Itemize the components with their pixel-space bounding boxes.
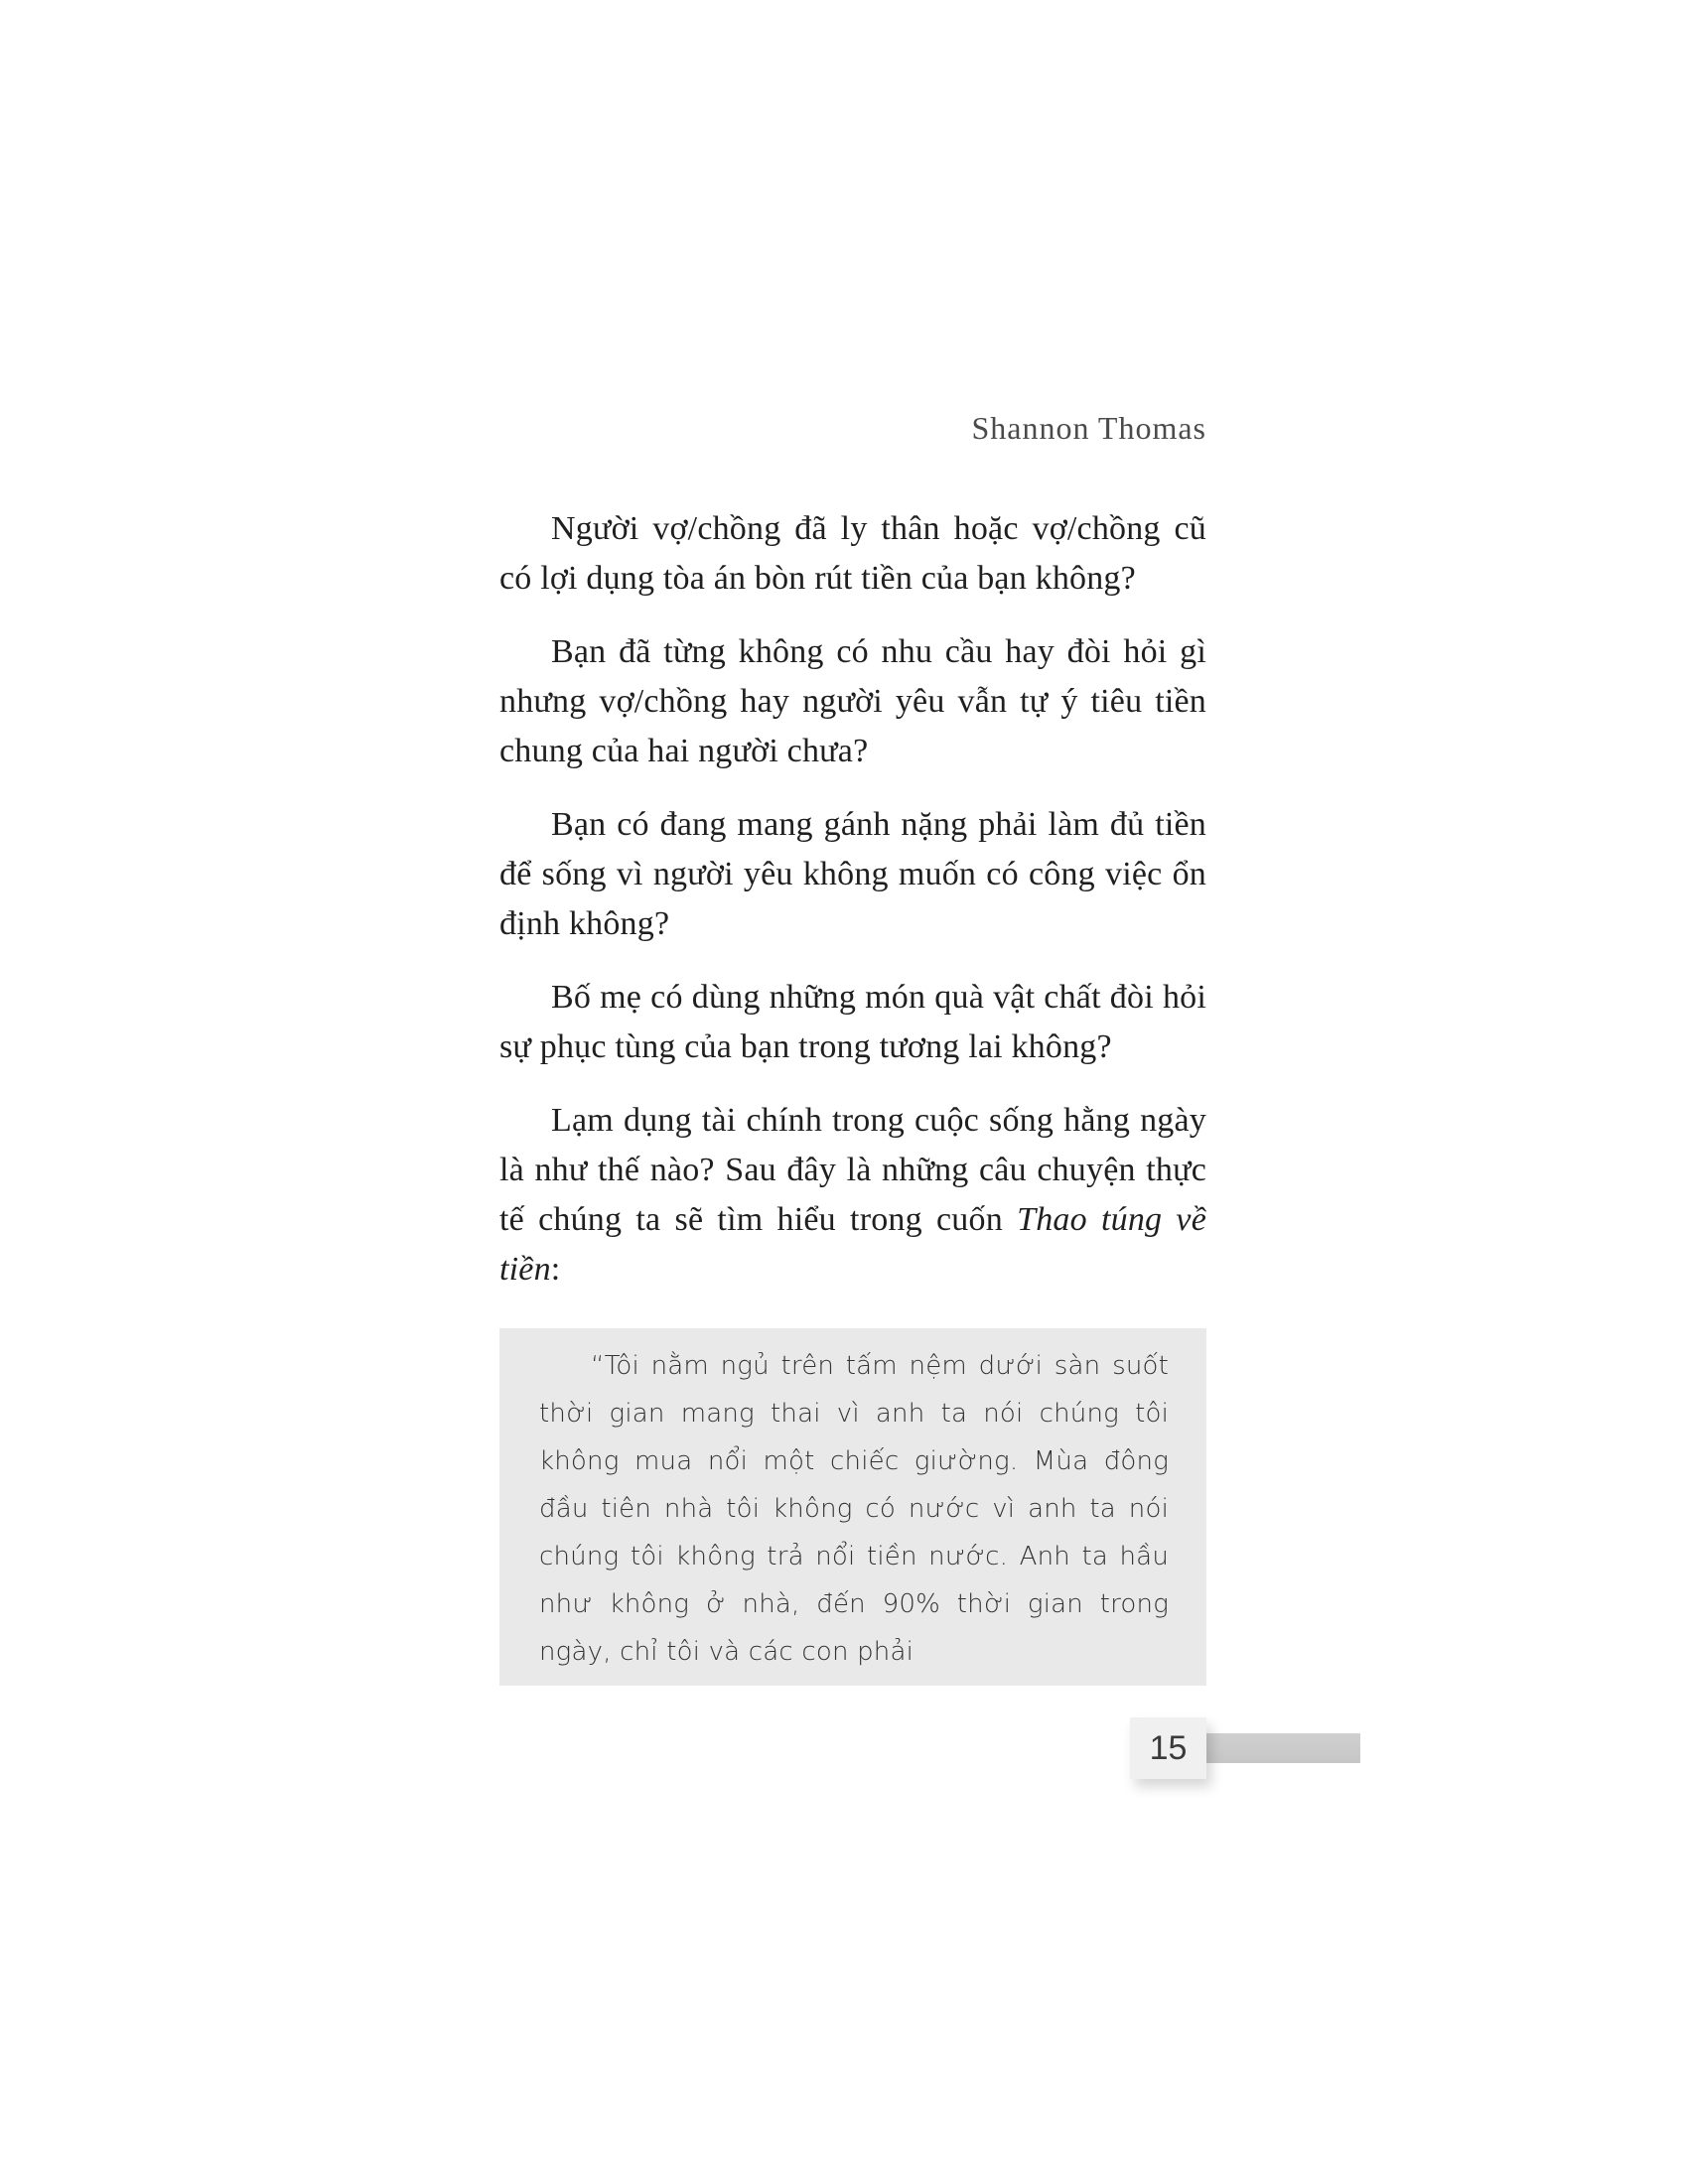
testimonial-quote-text: “Tôi nằm ngủ trên tấm nệm dưới sàn suốt thời gian mang thai vì anh ta nói chúng tôi không mua nổi một chiếc giường. Mùa đông đầu tiên nhà tôi không có nước vì anh ta nói chúng tôi không trả nổi tiền nước. Anh ta hầu như không ở nhà, đến 90% thời gian trong ngày, chỉ tôi và các con phải [539, 1351, 1169, 1667]
paragraph-question-1: Người vợ/chồng đã ly thân hoặc vợ/chồng cũ có lợi dụng tòa án bòn rút tiền của bạn không? [499, 510, 1206, 597]
page-number-bar [1192, 1733, 1360, 1763]
running-header-author: Shannon Thomas [971, 410, 1206, 446]
testimonial-quote-block [499, 1328, 1206, 1686]
page-number-badge [1130, 1717, 1206, 1779]
body-text [499, 504, 1206, 1686]
paragraph-question-3: Bạn có đang mang gánh nặng phải làm đủ tiền để sống vì người yêu không muốn có công việc ổn định không? [499, 806, 1206, 942]
text-column [499, 409, 1206, 1686]
paragraph-intro [499, 1096, 1206, 1295]
paragraph-intro-suffix: : [550, 1251, 561, 1288]
page-number: 15 [1149, 1728, 1188, 1767]
paragraph-question-2: Bạn đã từng không có nhu cầu hay đòi hỏi gì nhưng vợ/chồng hay người yêu vẫn tự ý tiêu tiền chung của hai người chưa? [499, 633, 1206, 769]
paragraph-intro-lead: Lạm dụng tài chính trong cuộc sống hằng ngày là như thế nào? Sau đây là những câu chuyện thực tế chúng ta sẽ tìm hiểu trong cuốn [499, 1102, 1206, 1238]
book-title-italic: Thao túng về tiền [499, 1201, 1206, 1288]
paragraph-question-4: Bố mẹ có dùng những món quà vật chất đòi hỏi sự phục tùng của bạn trong tương lai không? [499, 979, 1206, 1065]
